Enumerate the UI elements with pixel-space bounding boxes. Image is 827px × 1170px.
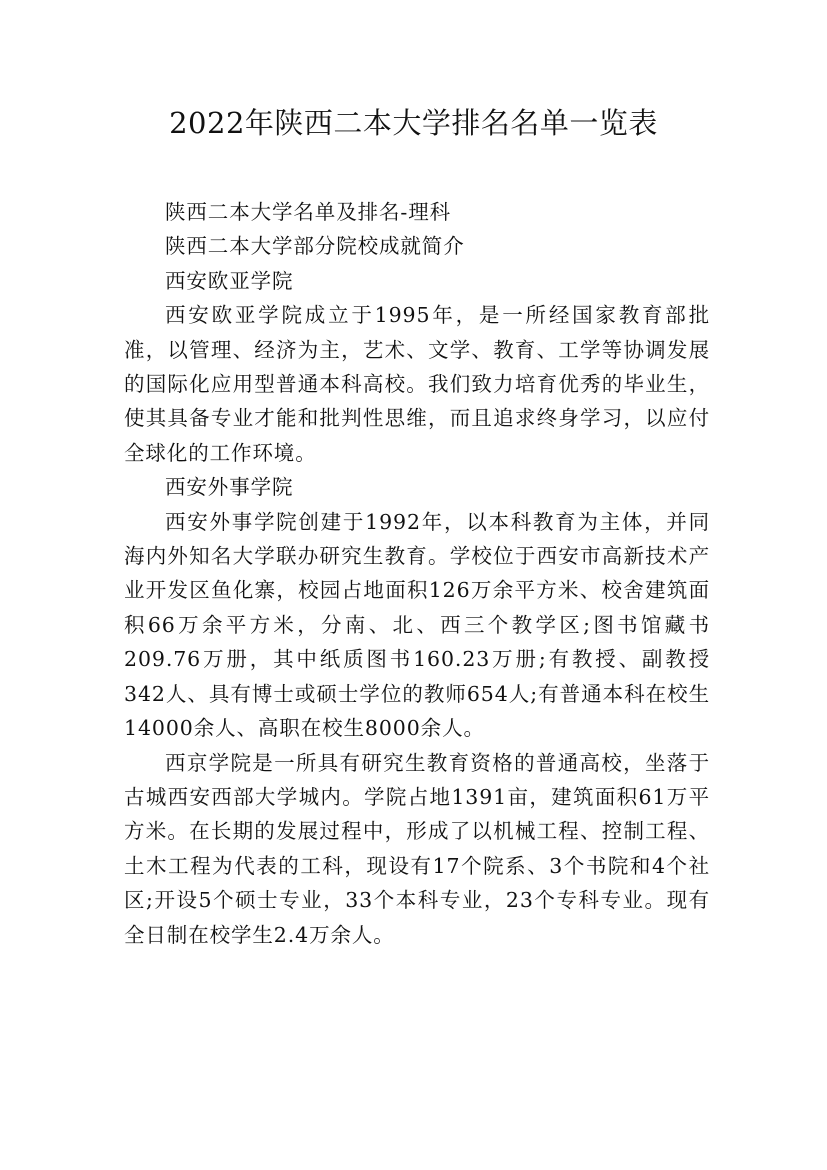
paragraph-waishi-intro: 西安外事学院创建于1992年，以本科教育为主体，并同海内外知名大学联办研究生教育。学校位于西安市高新技术产业开发区鱼化寨，校园占地面积126万余平方米、校舍建筑面积66万余平方米，分南、北、西三个教学区;图书馆藏书209.76万册，其中纸质图书160.23万册;有教授、副教授342人、具有博士或硕士学位的教师654人;有普通本科在校生14000余人、高职在校生8000余人。 bbox=[124, 509, 710, 741]
document-title: 2022年陕西二本大学排名名单一览表 bbox=[169, 106, 658, 140]
paragraph-waishi-heading: 西安外事学院 bbox=[165, 475, 294, 500]
document-body bbox=[124, 195, 710, 952]
paragraph-eurasia-heading: 西安欧亚学院 bbox=[165, 268, 294, 293]
paragraph-xijing-intro: 西京学院是一所具有研究生教育资格的普通高校，坐落于古城西安西部大学城内。学院占地1391亩，建筑面积61万平方米。在长期的发展过程中，形成了以机械工程、控制工程、土木工程为代表的工科，现设有17个院系、3个书院和4个社区;开设5个硕士专业，33个本科专业，23个专科专业。现有全日制在校学生2.4万余人。 bbox=[124, 750, 710, 947]
paragraph-eurasia-intro: 西安欧亚学院成立于1995年，是一所经国家教育部批准，以管理、经济为主，艺术、文学、教育、工学等协调发展的国际化应用型普通本科高校。我们致力培育优秀的毕业生，使其具备专业才能和批判性思维，而且追求终身学习，以应付全球化的工作环境。 bbox=[124, 303, 710, 465]
paragraph-achievements-heading: 陕西二本大学部分院校成就简介 bbox=[165, 234, 465, 259]
paragraph-ranking-list-heading: 陕西二本大学名单及排名-理科 bbox=[165, 200, 452, 224]
